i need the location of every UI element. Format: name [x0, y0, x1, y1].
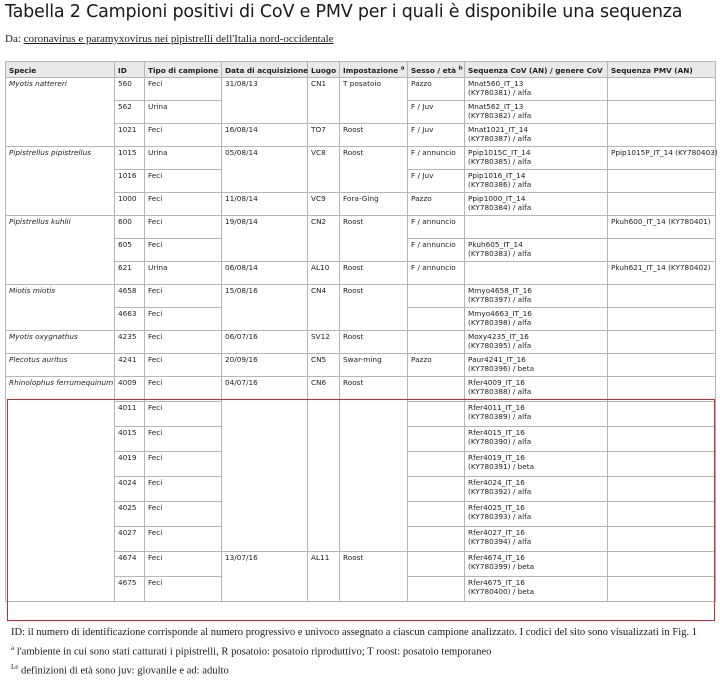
cell-sample-type: Feci — [145, 124, 222, 147]
footnote-a: $^a$ l'ambiente in cui sono stati catturati i pipistrelli, R posatoio: posatoio riproduttivo; T roost: posatoio temporaneo — [11, 643, 492, 658]
cell-sex-age: F / annuncio — [408, 262, 465, 285]
cell-sample-type: Feci — [145, 78, 222, 101]
cell-sample-type: Feci — [145, 308, 222, 331]
cell-date: 15/08/16 — [222, 285, 308, 331]
cov-sequence-name: Mmyo4658_IT_16 — [468, 286, 532, 295]
cell-sex-age: F / annuncio — [408, 147, 465, 170]
cov-accession-genus: (KY780393) / alfa — [468, 512, 532, 521]
cell-sex-age — [408, 308, 465, 331]
cell-setting: Roost — [340, 285, 408, 331]
cell-date: 04/07/16 — [222, 377, 308, 552]
data-table — [5, 61, 716, 602]
cell-pmv-sequence — [608, 308, 716, 331]
table-title: Tabella 2 Campioni positivi di CoV e PMV per i quali è disponibile una sequenza — [5, 2, 683, 22]
cell-pmv-sequence: Ppip1015P_IT_14 (KY780403) — [608, 147, 716, 170]
cov-sequence-name: Mnat1021_IT_14 — [468, 125, 529, 134]
cell-date: 31/08/13 — [222, 78, 308, 124]
cell-sample-type: Feci — [145, 452, 222, 477]
cell-sex-age — [408, 527, 465, 552]
cell-pmv-sequence — [608, 124, 716, 147]
cell-cov-sequence — [465, 477, 608, 502]
cov-accession-genus: (KY780391) / beta — [468, 462, 535, 471]
header-setting: Impostazione $^a$ — [340, 62, 408, 78]
cell-setting: Fora-Ging — [340, 193, 408, 216]
cell-cov-sequence — [465, 285, 608, 308]
cell-id: 562 — [115, 101, 145, 124]
cell-place: CN4 — [308, 285, 340, 331]
cov-accession-genus: (KY780388) / alfa — [468, 387, 532, 396]
cov-sequence-name: Rfer4675_IT_16 — [468, 578, 525, 587]
cell-sex-age: F / Juv — [408, 101, 465, 124]
cell-id: 4674 — [115, 552, 145, 577]
header-cov-sequence: Sequenza CoV (AN) / genere CoV — [465, 62, 608, 78]
cell-setting: Swar-ming — [340, 354, 408, 377]
cell-sample-type: Feci — [145, 527, 222, 552]
cov-accession-genus: (KY780383) / alfa — [468, 249, 532, 258]
cell-cov-sequence — [465, 124, 608, 147]
cell-sex-age — [408, 502, 465, 527]
cell-sample-type: Feci — [145, 239, 222, 262]
cell-place: SV12 — [308, 331, 340, 354]
cov-accession-genus: (KY780385) / alfa — [468, 157, 532, 166]
cov-accession-genus: (KY780382) / alfa — [468, 111, 532, 120]
cell-species: Pipistrellus pipistrellus — [6, 147, 115, 216]
cell-cov-sequence — [465, 377, 608, 402]
cov-accession-genus: (KY780389) / alfa — [468, 412, 532, 421]
cell-cov-sequence — [465, 354, 608, 377]
cell-pmv-sequence — [608, 285, 716, 308]
cov-sequence-name: Rfer4009_IT_16 — [468, 378, 525, 387]
cov-sequence-name: Ppip1015C_IT_14 — [468, 148, 531, 157]
table-header-row — [6, 62, 716, 78]
cell-sex-age — [408, 552, 465, 577]
cov-sequence-name: Ppip1016_IT_14 — [468, 171, 526, 180]
cell-id: 4027 — [115, 527, 145, 552]
cell-id: 4015 — [115, 427, 145, 452]
cell-cov-sequence — [465, 147, 608, 170]
cell-id: 4011 — [115, 402, 145, 427]
cell-pmv-sequence — [608, 193, 716, 216]
cov-sequence-name: Rfer4025_IT_16 — [468, 503, 525, 512]
table-row — [6, 354, 716, 377]
cell-id: 4024 — [115, 477, 145, 502]
cov-sequence-name: Moxy4235_IT_16 — [468, 332, 529, 341]
table-row — [6, 285, 716, 308]
cell-sample-type: Feci — [145, 502, 222, 527]
table-row — [6, 147, 716, 170]
cell-sample-type: Urina — [145, 147, 222, 170]
cell-id: 4663 — [115, 308, 145, 331]
cov-accession-genus: (KY780386) / alfa — [468, 180, 532, 189]
cell-species: Plecotus auritus — [6, 354, 115, 377]
cell-date: 13/07/16 — [222, 552, 308, 602]
cell-id: 4019 — [115, 452, 145, 477]
cell-pmv-sequence — [608, 527, 716, 552]
table-row — [6, 331, 716, 354]
cov-accession-genus: (KY780387) / alfa — [468, 134, 532, 143]
cell-place: CN1 — [308, 78, 340, 124]
cell-cov-sequence — [465, 552, 608, 577]
cov-sequence-name: Rfer4019_IT_16 — [468, 453, 525, 462]
cell-sex-age — [408, 452, 465, 477]
cell-place: CN6 — [308, 377, 340, 552]
cell-id: 1015 — [115, 147, 145, 170]
header-place: Luogo — [308, 62, 340, 78]
cov-accession-genus: (KY780394) / alfa — [468, 537, 532, 546]
cell-cov-sequence — [465, 101, 608, 124]
cell-cov-sequence — [465, 239, 608, 262]
cell-sex-age — [408, 331, 465, 354]
cell-place: CN2 — [308, 216, 340, 262]
cell-sex-age: F / Juv — [408, 124, 465, 147]
cov-sequence-name: Rfer4024_IT_16 — [468, 478, 525, 487]
cell-id: 4025 — [115, 502, 145, 527]
cell-sex-age — [408, 402, 465, 427]
cov-sequence-name: Rfer4011_IT_16 — [468, 403, 525, 412]
cell-sex-age: Pazzo — [408, 354, 465, 377]
cell-species: Pipistrellus kuhlii — [6, 216, 115, 285]
cell-species: Myotis nattereri — [6, 78, 115, 147]
cell-pmv-sequence — [608, 552, 716, 577]
cell-pmv-sequence — [608, 402, 716, 427]
cell-id: 4009 — [115, 377, 145, 402]
cell-pmv-sequence: Pkuh621_IT_14 (KY780402) — [608, 262, 716, 285]
cell-place: TO7 — [308, 124, 340, 147]
footnote-b: $^{Le}$ definizioni di età sono juv: giovanile e ad: adulto — [11, 662, 229, 677]
cell-date: 06/08/14 — [222, 262, 308, 285]
cell-id: 600 — [115, 216, 145, 239]
cell-sample-type: Urina — [145, 101, 222, 124]
cov-sequence-name: Rfer4674_IT_16 — [468, 553, 525, 562]
cell-setting: Roost — [340, 147, 408, 193]
footnote-id: ID: il numero di identificazione corrisponde al numero progressivo e univoco assegnato a ciascun campione analizzato. I codici del sito sono visualizzati in Fig. 1 — [11, 627, 698, 638]
cell-cov-sequence — [465, 262, 608, 285]
cell-cov-sequence — [465, 577, 608, 602]
cov-accession-genus: (KY780390) / alfa — [468, 437, 532, 446]
cell-sample-type: Feci — [145, 331, 222, 354]
cell-pmv-sequence — [608, 452, 716, 477]
cell-cov-sequence — [465, 170, 608, 193]
cell-pmv-sequence — [608, 170, 716, 193]
cell-cov-sequence — [465, 427, 608, 452]
cell-id: 4675 — [115, 577, 145, 602]
cell-sample-type: Urina — [145, 262, 222, 285]
cell-id: 1021 — [115, 124, 145, 147]
cell-sample-type: Feci — [145, 427, 222, 452]
cell-sex-age: F / annuncio — [408, 216, 465, 239]
cell-pmv-sequence — [608, 427, 716, 452]
cell-pmv-sequence: Pkuh600_IT_14 (KY780401) — [608, 216, 716, 239]
cell-date: 11/08/14 — [222, 193, 308, 216]
cov-accession-genus: (KY780381) / alfa — [468, 88, 532, 97]
cell-cov-sequence — [465, 331, 608, 354]
header-id: ID — [115, 62, 145, 78]
cell-pmv-sequence — [608, 577, 716, 602]
cov-sequence-name: Mnat562_IT_13 — [468, 102, 524, 111]
source-line — [5, 33, 334, 45]
cell-sample-type: Feci — [145, 285, 222, 308]
cell-pmv-sequence — [608, 502, 716, 527]
cell-id: 1016 — [115, 170, 145, 193]
cell-id: 605 — [115, 239, 145, 262]
cell-species: Myotis oxygnathus — [6, 331, 115, 354]
cov-accession-genus: (KY780400) / beta — [468, 587, 535, 596]
source-link[interactable]: coronavirus e paramyxovirus nei pipistrelli dell'Italia nord-occidentale — [23, 33, 334, 45]
footnote-marker-b: b — [458, 65, 463, 72]
cell-sample-type: Feci — [145, 170, 222, 193]
cell-setting: T posatoio — [340, 78, 408, 124]
cell-sex-age: F / Juv — [408, 170, 465, 193]
table-row — [6, 216, 716, 239]
cell-sample-type: Feci — [145, 193, 222, 216]
cell-species: Miotis miotis — [6, 285, 115, 331]
footnote-marker-a: a — [400, 65, 405, 72]
cell-id: 4235 — [115, 331, 145, 354]
cell-cov-sequence — [465, 193, 608, 216]
cell-id: 4658 — [115, 285, 145, 308]
cell-date: 05/08/14 — [222, 147, 308, 193]
cell-setting: Roost — [340, 124, 408, 147]
cell-cov-sequence — [465, 402, 608, 427]
cell-sex-age: Pazzo — [408, 78, 465, 101]
cov-sequence-name: Rfer4027_IT_16 — [468, 528, 525, 537]
cell-setting: Roost — [340, 331, 408, 354]
header-sex-age: Sesso / età $^b$ — [408, 62, 465, 78]
cov-sequence-name: Rfer4015_IT_16 — [468, 428, 525, 437]
header-species: Specie — [6, 62, 115, 78]
cell-place: AL10 — [308, 262, 340, 285]
cell-sample-type: Feci — [145, 354, 222, 377]
cov-accession-genus: (KY780395) / alfa — [468, 341, 532, 350]
cell-date: 19/08/14 — [222, 216, 308, 262]
cell-sex-age — [408, 477, 465, 502]
cov-sequence-name: Mnat560_IT_13 — [468, 79, 524, 88]
cov-accession-genus: (KY780397) / alfa — [468, 295, 532, 304]
cell-setting: Roost — [340, 216, 408, 262]
cell-date: 20/09/16 — [222, 354, 308, 377]
cell-sample-type: Feci — [145, 552, 222, 577]
cell-setting: Roost — [340, 377, 408, 552]
cell-pmv-sequence — [608, 78, 716, 101]
cell-setting: Roost — [340, 262, 408, 285]
cell-date: 16/08/14 — [222, 124, 308, 147]
cell-pmv-sequence — [608, 354, 716, 377]
source-prefix: Da: — [5, 33, 21, 45]
cov-sequence-name: Ppip1000_IT_14 — [468, 194, 526, 203]
cell-sample-type: Feci — [145, 216, 222, 239]
cell-sample-type: Feci — [145, 402, 222, 427]
cell-cov-sequence — [465, 308, 608, 331]
cov-sequence-name: Mmyo4663_IT_16 — [468, 309, 532, 318]
cov-accession-genus: (KY780392) / alfa — [468, 487, 532, 496]
cov-sequence-name: Pkuh605_IT_14 — [468, 240, 523, 249]
cell-pmv-sequence — [608, 377, 716, 402]
cell-cov-sequence — [465, 78, 608, 101]
cell-setting: Roost — [340, 552, 408, 602]
cell-sample-type: Feci — [145, 577, 222, 602]
table-body — [6, 78, 716, 602]
table-row — [6, 78, 716, 101]
cov-sequence-name: Paur4241_IT_16 — [468, 355, 526, 364]
cell-sex-age — [408, 427, 465, 452]
cell-pmv-sequence — [608, 477, 716, 502]
cell-cov-sequence — [465, 452, 608, 477]
cov-accession-genus: (KY780396) / beta — [468, 364, 535, 373]
cell-pmv-sequence — [608, 101, 716, 124]
cell-cov-sequence — [465, 216, 608, 239]
header-date: Data di acquisizione — [222, 62, 308, 78]
cell-place: VC9 — [308, 193, 340, 216]
cov-accession-genus: (KY780384) / alfa — [468, 203, 532, 212]
cell-place: AL11 — [308, 552, 340, 602]
cell-id: 4241 — [115, 354, 145, 377]
cell-cov-sequence — [465, 502, 608, 527]
table-row — [6, 377, 716, 402]
cell-species: Rhinolophus ferrumequinum — [6, 377, 115, 602]
cell-pmv-sequence — [608, 331, 716, 354]
cov-accession-genus: (KY780399) / beta — [468, 562, 535, 571]
cell-sample-type: Feci — [145, 377, 222, 402]
cell-place: CN5 — [308, 354, 340, 377]
cell-id: 621 — [115, 262, 145, 285]
cell-date: 06/07/16 — [222, 331, 308, 354]
header-pmv-sequence: Sequenza PMV (AN) — [608, 62, 716, 78]
cell-sex-age — [408, 377, 465, 402]
cell-sex-age — [408, 577, 465, 602]
cell-sex-age — [408, 285, 465, 308]
cell-sex-age: Pazzo — [408, 193, 465, 216]
cov-accession-genus: (KY780398) / alfa — [468, 318, 532, 327]
cell-cov-sequence — [465, 527, 608, 552]
cell-id: 1000 — [115, 193, 145, 216]
cell-place: VC8 — [308, 147, 340, 193]
cell-sex-age: F / annuncio — [408, 239, 465, 262]
footnotes — [11, 626, 711, 679]
cell-sample-type: Feci — [145, 477, 222, 502]
cell-pmv-sequence — [608, 239, 716, 262]
cell-id: 560 — [115, 78, 145, 101]
header-sample-type: Tipo di campione — [145, 62, 222, 78]
